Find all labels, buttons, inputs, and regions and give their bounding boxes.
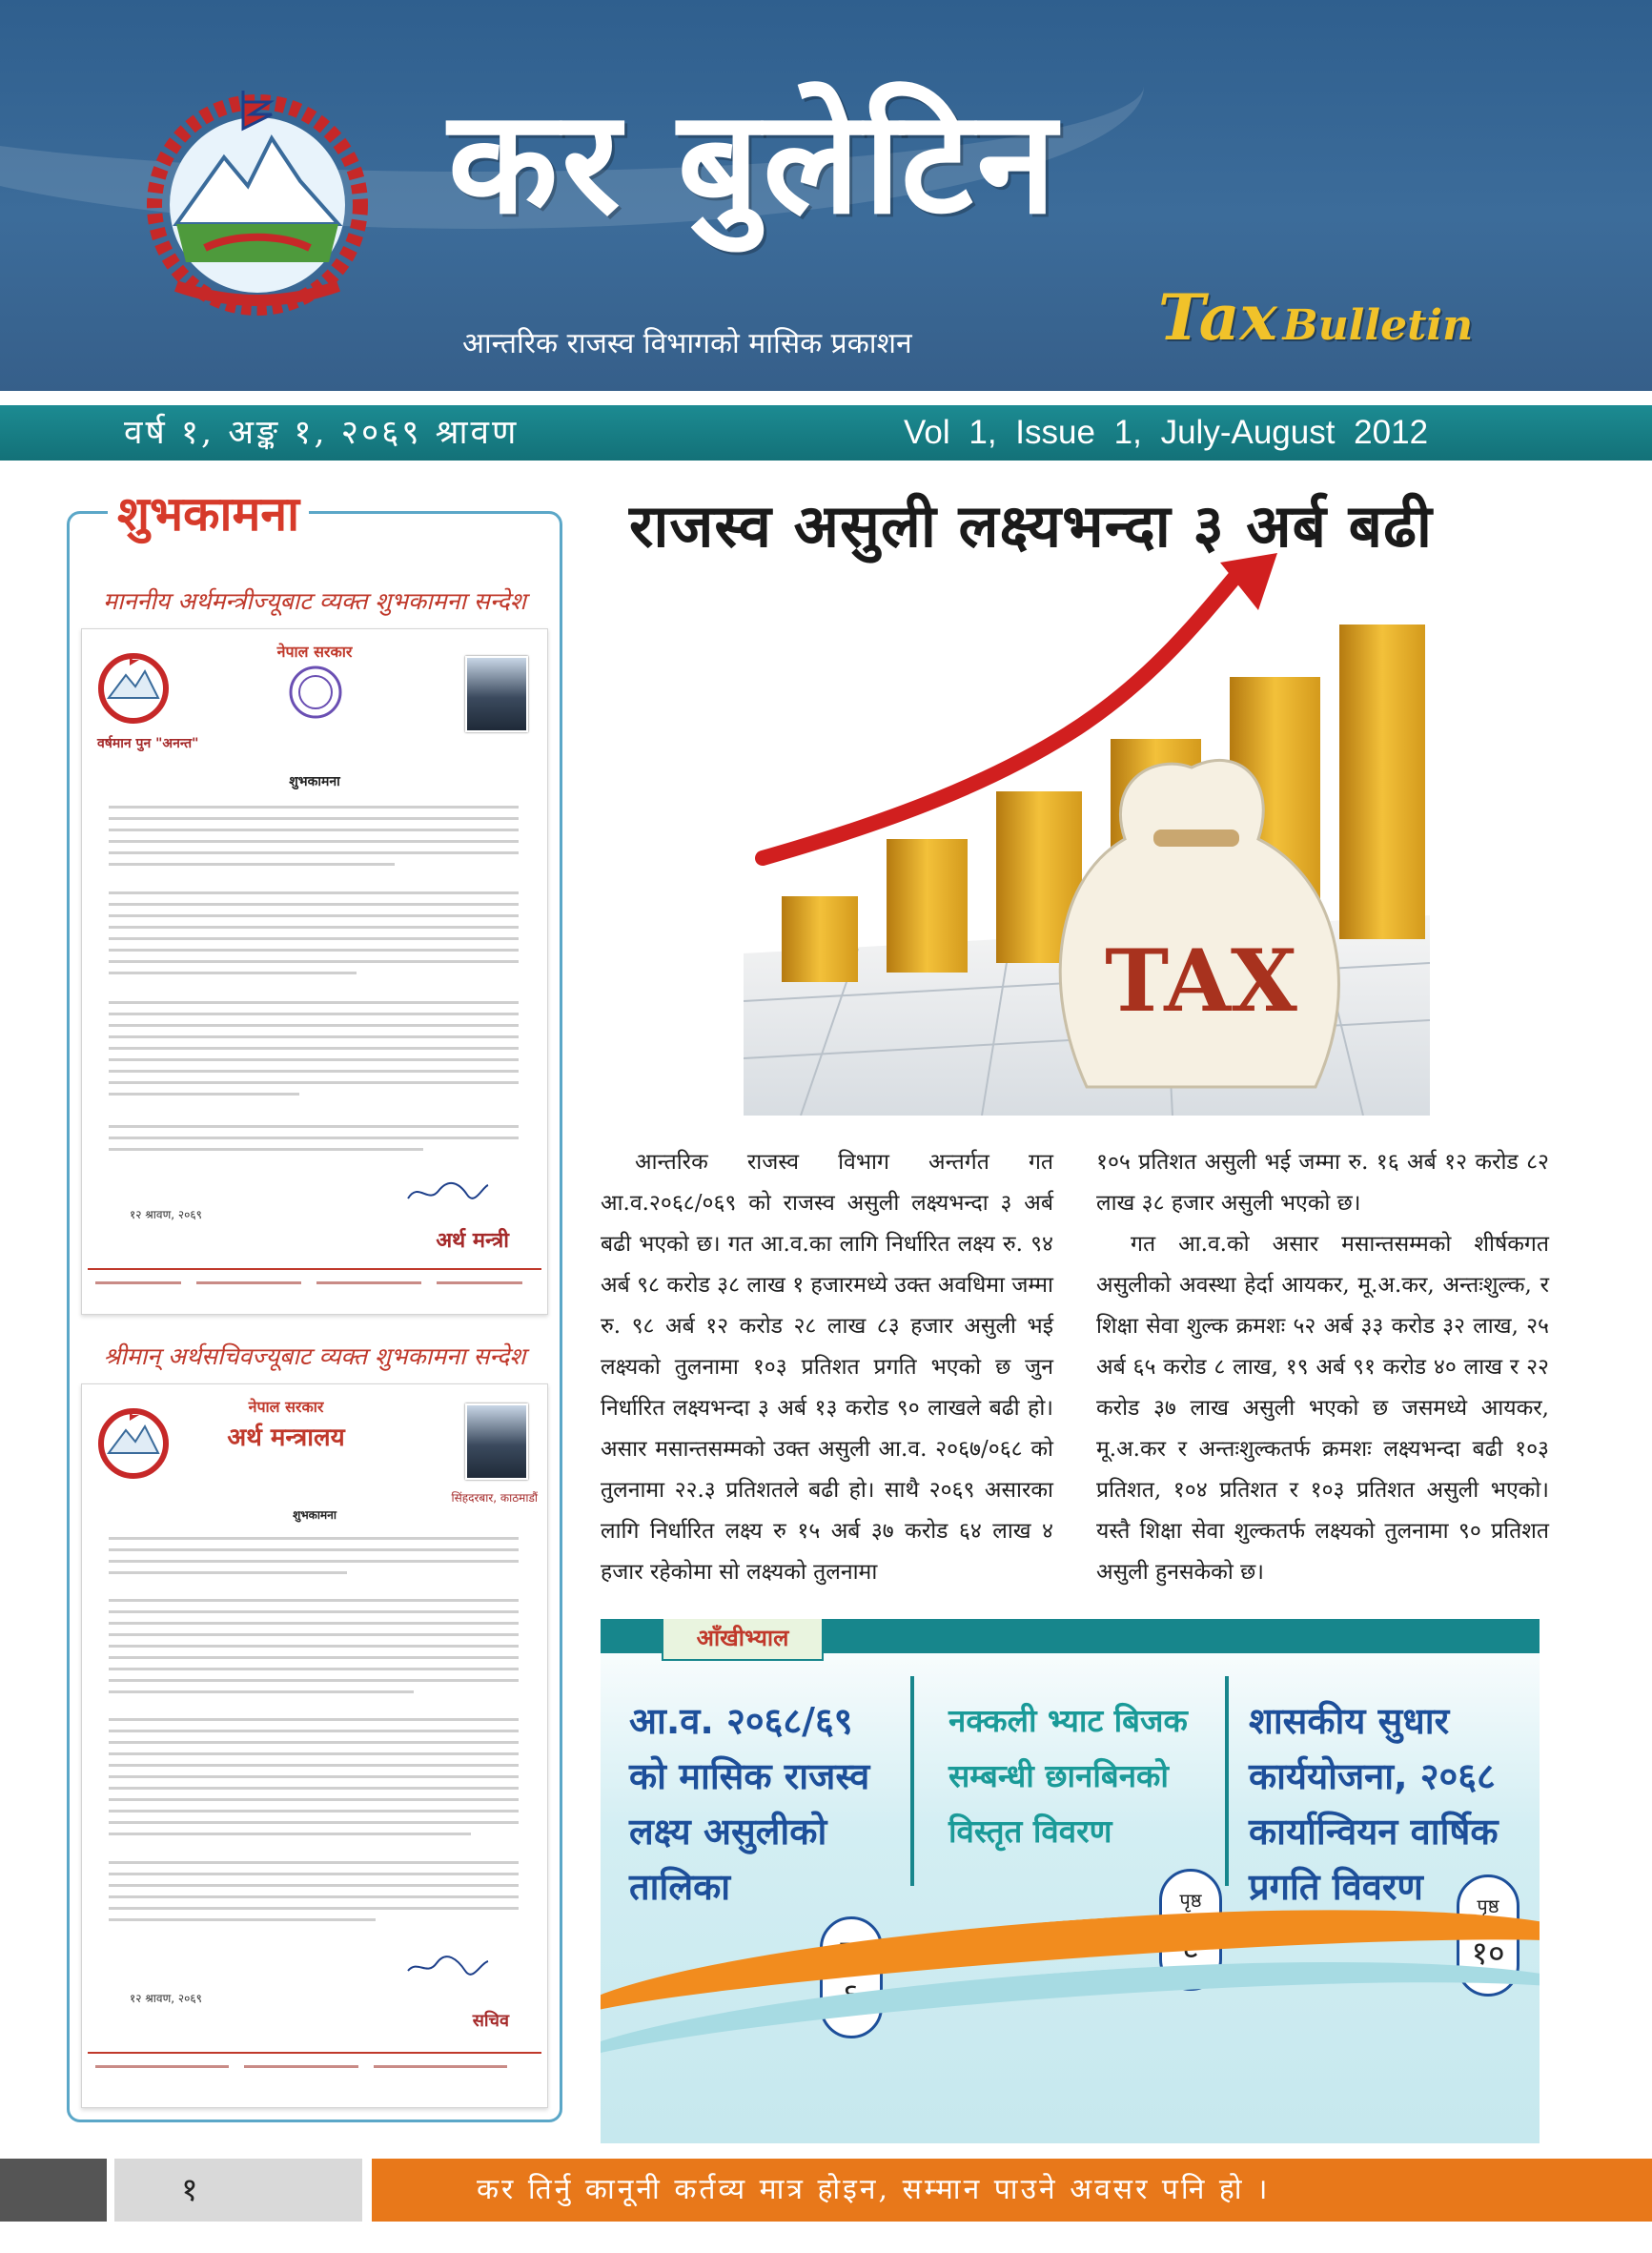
minister-photo <box>465 656 528 732</box>
lead-article <box>601 1142 1549 1590</box>
page-footer <box>0 2159 1652 2222</box>
secretary-letter <box>81 1383 548 2108</box>
window-item-2[interactable]: नक्कली भ्याट बिजक सम्बन्धी छानबिनको विस्तृत विवरण <box>948 1702 1188 1850</box>
secretary-org: अर्थ मन्त्रालय <box>227 1423 345 1452</box>
minister-signature-icon <box>404 1178 490 1206</box>
article-column-2 <box>1096 1142 1549 1590</box>
minister-letterhead: नेपाल सरकार <box>276 643 353 661</box>
page-label: पृष्ठ <box>1179 1889 1202 1912</box>
footer-page-number: १ <box>114 2159 362 2222</box>
page-label: पृष्ठ <box>1477 1895 1499 1917</box>
page-number: ८ <box>1182 1929 1199 1967</box>
secretary-letter-date: १२ श्रावण, २०६९ <box>130 1992 202 2005</box>
minister-letter <box>81 628 548 1315</box>
minister-letter-greeting: शुभकामना <box>289 774 340 789</box>
secretary-letterhead: नेपाल सरकार <box>248 1398 324 1416</box>
article-column-1 <box>601 1142 1053 1590</box>
page-label: पृष्ठ <box>840 1936 863 1959</box>
masthead <box>0 0 1652 391</box>
window-item-1[interactable]: आ.व. २०६८/६९ को मासिक राजस्व लक्ष्य असुलीको तालिका <box>629 1700 870 1908</box>
secretary-letter-footer <box>88 2052 541 2092</box>
secretary-letter-greeting: शुभकामना <box>293 1508 337 1522</box>
minister-letter-date: १२ श्रावण, २०६९ <box>130 1208 202 1221</box>
secretary-greeting-caption: श्रीमान् अर्थसचिवज्यूबाट व्यक्त शुभकामना सन्देश <box>103 1342 526 1370</box>
minister-greeting-caption: माननीय अर्थमन्त्रीज्यूबाट व्यक्त शुभकामना सन्देश <box>103 587 526 615</box>
issue-info-np: वर्ष १, अङ्क १, २०६९ श्रावण <box>124 414 520 452</box>
greetings-panel <box>67 485 562 2122</box>
masthead-title-np: कर बुलेटिन <box>448 78 1060 246</box>
minister-letter-footer <box>88 1268 541 1308</box>
minister-signature-title: अर्थ मन्त्री <box>436 1228 509 1253</box>
article-col2-text-a: १०५ प्रतिशत असुली भई जम्मा रु. १६ अर्ब १२ करोड ८२ लाख ३८ हजार असुली भएको छ। <box>1096 1150 1549 1216</box>
ministry-seal-icon <box>287 664 344 721</box>
secretary-signature-title: सचिव <box>472 2011 509 2031</box>
title-en-bulletin: Bulletin <box>1282 301 1474 350</box>
inside-issue-window <box>601 1619 1540 2143</box>
window-separator-2 <box>1225 1676 1229 1886</box>
issue-info-en: Vol 1, Issue 1, July-August 2012 <box>904 414 1429 451</box>
window-tab: आँखीभ्याल <box>662 1619 824 1661</box>
lead-headline: राजस्व असुली लक्ष्यभन्दा ३ अर्ब बढी <box>629 491 1433 561</box>
article-col1-text: आन्तरिक राजस्व विभाग अन्तर्गत गत आ.व.२०६८/०६९ को राजस्व असुली लक्ष्यभन्दा ३ अर्ब बढी भएको छ। गत आ.व.का लागि निर्धारित लक्ष्य रु. ९४ अर्ब ९८ करोड ३८ लाख १ हजारमध्ये उक्त अवधिमा जम्मा रु. ९८ अर्ब १२ करोड २८ लाख ८३ हजार असुली भई लक्ष्यको तुलनामा १०३ प्रतिशत प्रगति भएको छ जुन निर्धारित लक्ष्यभन्दा ३ अर्ब १३ करोड ९० लाखले बढी हो। असार मसान्तसम्मको उक्त असुली आ.व. २०६७/०६८ को तुलनामा २२.३ प्रतिशतले बढी हो। साथै २०६९ असारका लागि निर्धारित लक्ष्य रु १५ अर्ब ३७ करोड ६४ लाख ४ हजार रहेकोमा सो लक्ष्यको तुलनामा <box>601 1150 1053 1585</box>
secretary-location: सिंहदरबार, काठमाडौं <box>451 1491 538 1505</box>
title-en-tax: Tax <box>1158 280 1277 355</box>
nepal-emblem-icon <box>138 81 377 319</box>
secretary-photo <box>465 1403 528 1480</box>
minister-name: वर्षमान पुन "अनन्त" <box>97 736 199 751</box>
article-col2-text-b: गत आ.व.को असार मसान्तसम्मको शीर्षकगत असुलीको अवस्था हेर्दा आयकर, मू.अ.कर, अन्तःशुल्क, र शिक्षा सेवा शुल्क क्रमशः ५२ अर्ब ३३ करोड ३२ लाख, २५ अर्ब ६५ करोड ८ लाख, १९ अर्ब ९१ करोड ४० लाख र २२ करोड ३७ लाख असुली भएको छ जसमध्ये आयकर, मू.अ.कर र अन्तःशुल्कतर्फ क्रमशः लक्ष्यभन्दा बढी १०३ प्रतिशत, १०४ प्रतिशत र १०३ प्रतिशत असुली भएको। यस्तै शिक्षा सेवा शुल्कतर्फ लक्ष्यको तुलनामा ९० प्रतिशत असुली हुनसकेको छ। <box>1096 1232 1549 1585</box>
footer-grey-block <box>0 2159 107 2222</box>
tax-growth-illustration <box>744 553 1430 1116</box>
secretary-signature-icon <box>404 1952 490 1980</box>
issue-bar <box>0 405 1652 461</box>
tax-bag-label: TAX <box>1105 931 1297 1032</box>
window-item-3[interactable]: शासकीय सुधार कार्ययोजना, २०६८ कार्यान्वियन वार्षिक प्रगति विवरण <box>1249 1700 1499 1908</box>
masthead-title-en <box>1158 280 1474 355</box>
page-number: १० <box>1471 1935 1505 1973</box>
greetings-heading: शुभकामना <box>108 480 309 544</box>
footer-gap <box>107 2159 114 2222</box>
masthead-subtitle: आन्तरिक राजस्व विभागको मासिक प्रकाशन <box>462 327 912 360</box>
page-number: ६ <box>843 1976 860 2015</box>
footer-slogan: कर तिर्नु कानूनी कर्तव्य मात्र होइन, सम्मान पाउने अवसर पनि हो । <box>372 2159 1652 2222</box>
window-separator-1 <box>910 1676 914 1886</box>
